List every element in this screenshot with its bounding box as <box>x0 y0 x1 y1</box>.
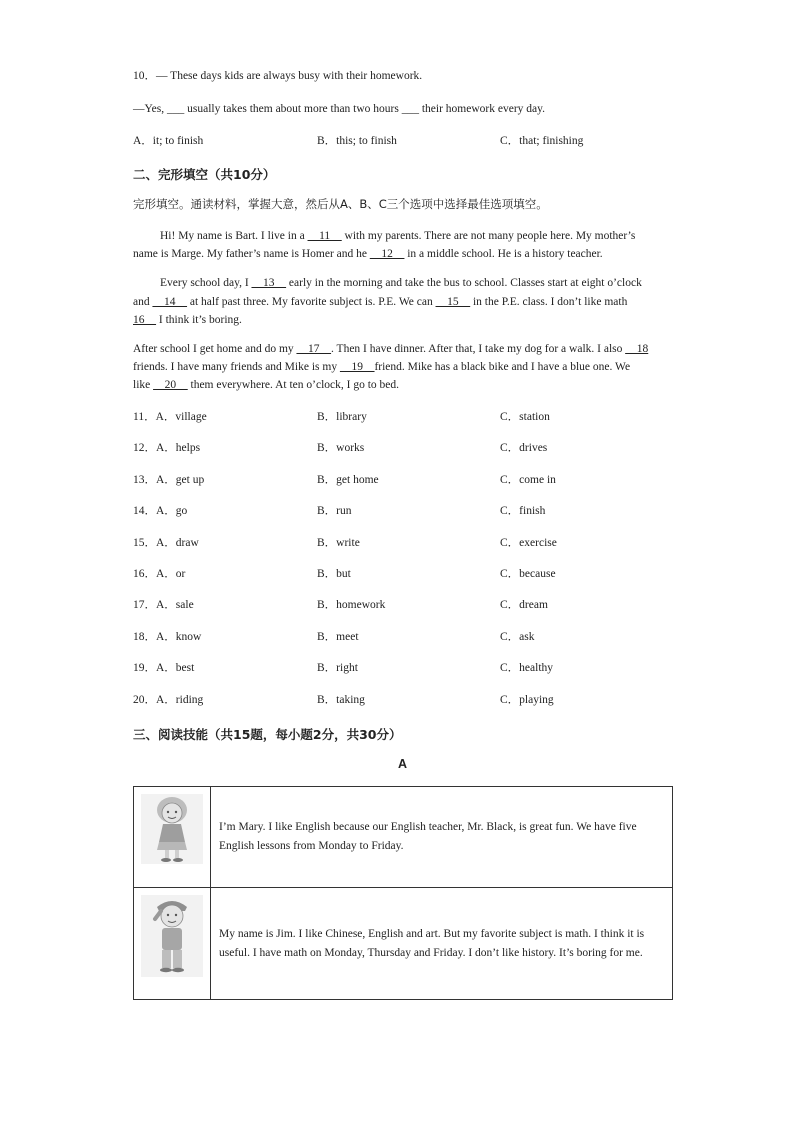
q13-option-b: B．get home <box>317 474 379 486</box>
q18-option-c: C．ask <box>500 631 535 643</box>
jim-text-cell <box>211 888 673 1000</box>
q10-option-a: A．it; to finish <box>133 135 204 147</box>
passage-line: Every school day, I __13__ early in the morning and take the bus to school. Classes start at eight o’clock <box>160 277 642 289</box>
blank-16: 16__ <box>133 314 156 326</box>
blank-19: __19__ <box>339 361 375 373</box>
q15-option-c: C．exercise <box>500 537 557 549</box>
blank-17: __17__ <box>296 343 332 355</box>
blank-13: __13__ <box>251 277 287 289</box>
q12-option-a: 12．A．helps <box>133 442 201 454</box>
q12-option-c: C．drives <box>500 442 548 454</box>
q16-option-a: 16．A．or <box>133 568 186 580</box>
q11-option-a: 11．A．village <box>133 411 207 423</box>
table-row <box>134 787 673 888</box>
q20-option-a: 20．A．riding <box>133 694 204 706</box>
q18-option-b: B．meet <box>317 631 359 643</box>
jim-text-line: My name is Jim. I like Chinese, English and art. But my favorite subject is math. I think it is <box>219 927 645 940</box>
q20-option-b: B．taking <box>317 694 365 706</box>
q11-option-c: C．station <box>500 411 550 423</box>
blank-15: __15__ <box>435 296 471 308</box>
q17-option-c: C．dream <box>500 599 548 611</box>
section2-instruction: 完形填空。通读材料，掌握大意，然后从A、B、C三个选项中选择最佳选项填空。 <box>133 197 548 211</box>
q20-option-c: C．playing <box>500 694 554 706</box>
q19-option-c: C．healthy <box>500 662 554 674</box>
passage-line: name is Marge. My father’s name is Homer and he __12__ in a middle school. He is a history teacher. <box>133 248 603 260</box>
q19-option-a: 19．A．best <box>133 662 195 674</box>
q19-option-b: B．right <box>317 662 358 674</box>
section2-heading: 二、完形填空（共10分） <box>133 167 276 182</box>
girl-illustration-icon <box>135 788 209 881</box>
q14-option-b: B．run <box>317 505 352 517</box>
q13-option-c: C．come in <box>500 474 556 486</box>
mary-text-line: I’m Mary. I like English because our English teacher, Mr. Black, is great fun. We have five <box>219 821 637 833</box>
q16-option-b: B．but <box>317 568 351 580</box>
passage-line: After school I get home and do my __17__. Then I have dinner. After that, I take my dog for a walk. I also __18 <box>133 343 649 355</box>
q15-option-b: B．write <box>317 537 360 549</box>
passage-label: A <box>398 757 408 771</box>
blank-20: __20__ <box>153 379 188 391</box>
q10-option-c: C．that; finishing <box>500 135 584 147</box>
q18-option-a: 18．A．know <box>133 631 202 643</box>
mary-text-line: English lessons from Monday to Friday. <box>219 840 404 852</box>
q17-option-b: B．homework <box>317 599 386 611</box>
mary-text-cell <box>211 787 673 888</box>
q11-option-b: B．library <box>317 411 367 423</box>
q15-option-a: 15．A．draw <box>133 537 199 549</box>
jim-text-line: useful. I have math on Monday, Thursday and Friday. I don’t like history. It’s boring for me. <box>219 946 643 959</box>
passage-line: like __20__ them everywhere. At ten o’clock, I go to bed. <box>133 379 400 391</box>
q10-option-b: B．this; to finish <box>317 135 397 147</box>
q16-option-c: C．because <box>500 568 556 580</box>
q14-option-c: C．finish <box>500 505 546 517</box>
blank-11: __11__ <box>307 230 342 242</box>
passage-line: Hi! My name is Bart. I live in a __11__ with my parents. There are not many people here. My mother’s <box>160 230 636 242</box>
jim-picture-cell <box>134 888 211 1000</box>
reading-table <box>133 786 673 1000</box>
table-row <box>134 888 673 1000</box>
boy-illustration-icon <box>135 889 209 993</box>
q10-prompt: 10．— These days kids are always busy with their homework. <box>133 70 423 82</box>
passage-line: and __14__ at half past three. My favorite subject is. P.E. We can __15__ in the P.E. class. I don’t like math <box>133 296 628 308</box>
passage-line: friends. I have many friends and Mike is my __19__friend. Mike has a black bike and I have a blue one. We <box>133 361 631 373</box>
mary-picture-cell <box>134 787 211 888</box>
q10-response: —Yes, ___ usually takes them about more than two hours ___ their homework every day. <box>133 103 546 115</box>
passage-line: 16__ I think it’s boring. <box>133 314 242 326</box>
q13-option-a: 13．A．get up <box>133 474 205 486</box>
section3-heading: 三、阅读技能（共15题，每小题2分，共30分） <box>133 727 402 742</box>
q17-option-a: 17．A．sale <box>133 599 194 611</box>
q12-option-b: B．works <box>317 442 365 454</box>
blank-12: __12__ <box>369 248 405 260</box>
q14-option-a: 14．A．go <box>133 505 188 517</box>
blank-18: __18 <box>625 343 649 355</box>
blank-14: __14__ <box>152 296 187 308</box>
